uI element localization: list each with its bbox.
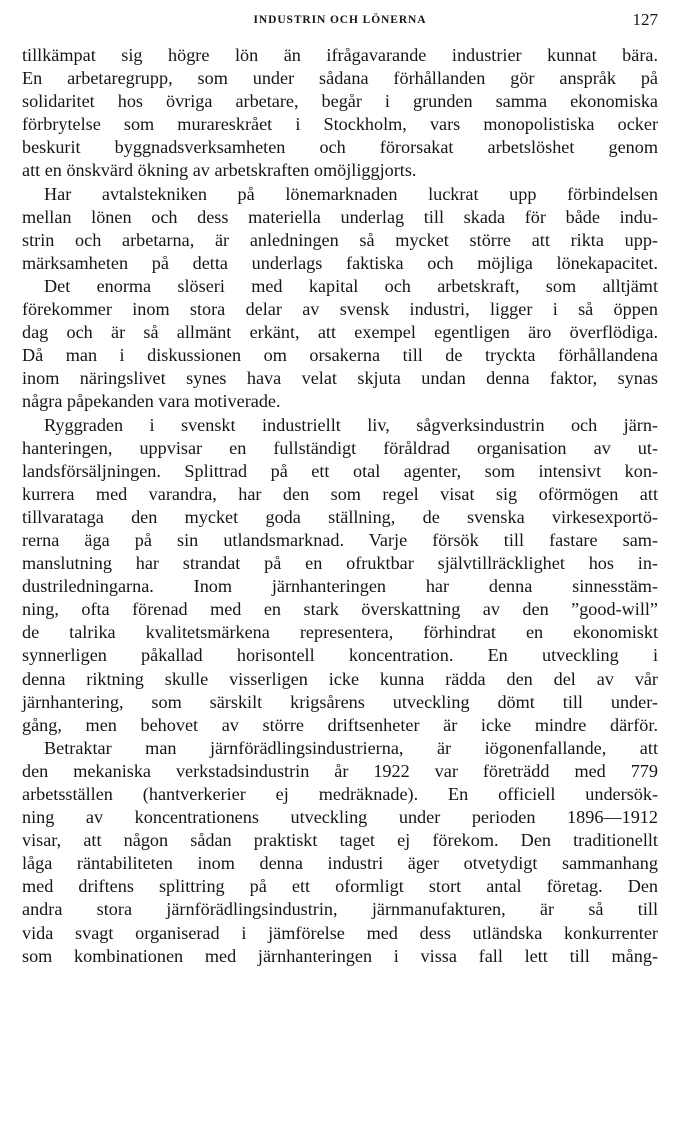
page-number: 127 bbox=[632, 10, 658, 29]
paragraph-4-line: denna riktning skulle visserligen icke kunna rädda den del av vår bbox=[22, 668, 658, 689]
paragraph-1: tillkämpat sig högre lön än ifrågavarande industrier kunnat bära. bbox=[22, 45, 658, 65]
paragraph-5-line: vida svagt organiserad i jämförelse med dess utländska konkurrenter bbox=[22, 922, 658, 943]
paragraph-5-line: andra stora järnförädlingsindustrin, järnmanufakturen, är så till bbox=[22, 899, 658, 920]
paragraph-4-line: ning, ofta förenad med en stark överskattning av den ”good-will” bbox=[22, 599, 658, 620]
paragraph-4-line: landsförsäljningen. Splittrad på ett otal agenter, som intensivt kon- bbox=[22, 460, 658, 481]
paragraph-4-line: dustriledningarna. Inom järnhanteringen har denna sinnesstäm- bbox=[22, 576, 658, 597]
paragraph-5-line: visar, att någon sådan praktiskt taget ej förekom. Den traditionellt bbox=[22, 830, 658, 851]
paragraph-4-line: de talrika kvalitetsmärkena representera, förhindrat en ekonomiskt bbox=[22, 622, 658, 643]
paragraph-5-line: som kombinationen med järnhanteringen i vissa fall lett till mång- bbox=[22, 945, 658, 966]
paragraph-5-line: ning av koncentrationens utveckling under perioden 1896—1912 bbox=[22, 807, 658, 828]
paragraph-4-line: hanteringen, uppvisar en fullständigt föråldrad organisation av ut- bbox=[22, 437, 658, 458]
paragraph-4-line: järnhantering, som särskilt krigsårens utveckling dömt till under- bbox=[22, 691, 658, 712]
paragraph-3: Det enorma slöseri med kapital och arbetskraft, som alltjämt bbox=[44, 275, 658, 296]
paragraph-1-line: solidaritet hos övriga arbetare, begår i grunden samma ekonomiska bbox=[22, 91, 658, 112]
paragraph-2-line: strin och arbetarna, är anledningen så mycket större att rikta upp- bbox=[22, 229, 658, 250]
paragraph-3-line: förekommer inom stora delar av svensk industri, ligger i så öppen bbox=[22, 299, 658, 320]
paragraph-4-line: kurrera med varandra, har den som regel visat sig oförmögen att bbox=[22, 483, 658, 504]
body-text bbox=[22, 44, 658, 968]
paragraph-5-line: med driftens splittring på ett oformligt stort antal företag. Den bbox=[22, 876, 658, 897]
paragraph-2-line: märksamheten på detta underlags faktiska och möjliga lönekapacitet. bbox=[22, 252, 658, 273]
paragraph-3-line: några påpekanden vara motiverade. bbox=[22, 391, 281, 412]
paragraph-3-line: Då man i diskussionen om orsakerna till de tryckta förhållandena bbox=[22, 345, 658, 366]
paragraph-4-line: synnerligen påkallad horisontell koncentration. En utveckling i bbox=[22, 645, 658, 666]
paragraph-4-line: gång, men behovet av större driftsenheter är icke mindre därför. bbox=[22, 714, 658, 735]
running-title: INDUSTRIN OCH LÖNERNA bbox=[253, 14, 427, 26]
paragraph-5-line: låga räntabiliteten inom denna industri äger otvetydigt sammanhang bbox=[22, 853, 658, 874]
paragraph-2-line: mellan lönen och dess materiella underlag till skada för både indu- bbox=[22, 206, 658, 227]
paragraph-3-line: dag och är så allmänt erkänt, att exempel egentligen äro överflödiga. bbox=[22, 322, 658, 343]
paragraph-1-line: att en önskvärd ökning av arbetskraften omöjliggjorts. bbox=[22, 160, 417, 181]
paragraph-2: Har avtalstekniken på lönemarknaden luckrat upp förbindelsen bbox=[44, 183, 658, 204]
paragraph-4-line: manslutning har strandat på en ofruktbar självtillräcklighet hos in- bbox=[22, 553, 658, 574]
paragraph-1-line: förbrytelse som murareskrået i Stockholm, vars monopolistiska ocker bbox=[22, 114, 658, 135]
page-header bbox=[22, 10, 658, 34]
paragraph-5: Betraktar man järnförädlingsindustrierna, är iögonenfallande, att bbox=[44, 737, 658, 758]
paragraph-4: Ryggraden i svenskt industriellt liv, sågverksindustrin och järn- bbox=[44, 414, 658, 435]
paragraph-3-line: inom näringslivet synes hava velat skjuta undan denna faktor, synas bbox=[22, 368, 658, 389]
paragraph-5-line: den mekaniska verkstadsindustrin år 1922 var företrädd med 779 bbox=[22, 760, 658, 781]
paragraph-4-line: rerna äga på sin utlandsmarknad. Varje försök till fastare sam- bbox=[22, 529, 658, 550]
paragraph-4-line: tillvarataga den mycket goda ställning, de svenska virkesexportö- bbox=[22, 506, 658, 527]
paragraph-1-line: En arbetaregrupp, som under sådana förhållanden gör anspråk på bbox=[22, 68, 658, 89]
paragraph-1-line: beskurit byggnadsverksamheten och förorsakat arbetslöshet genom bbox=[22, 137, 658, 158]
paragraph-5-line: arbetsställen (hantverkerier ej medräknade). En officiell undersök- bbox=[22, 784, 658, 804]
